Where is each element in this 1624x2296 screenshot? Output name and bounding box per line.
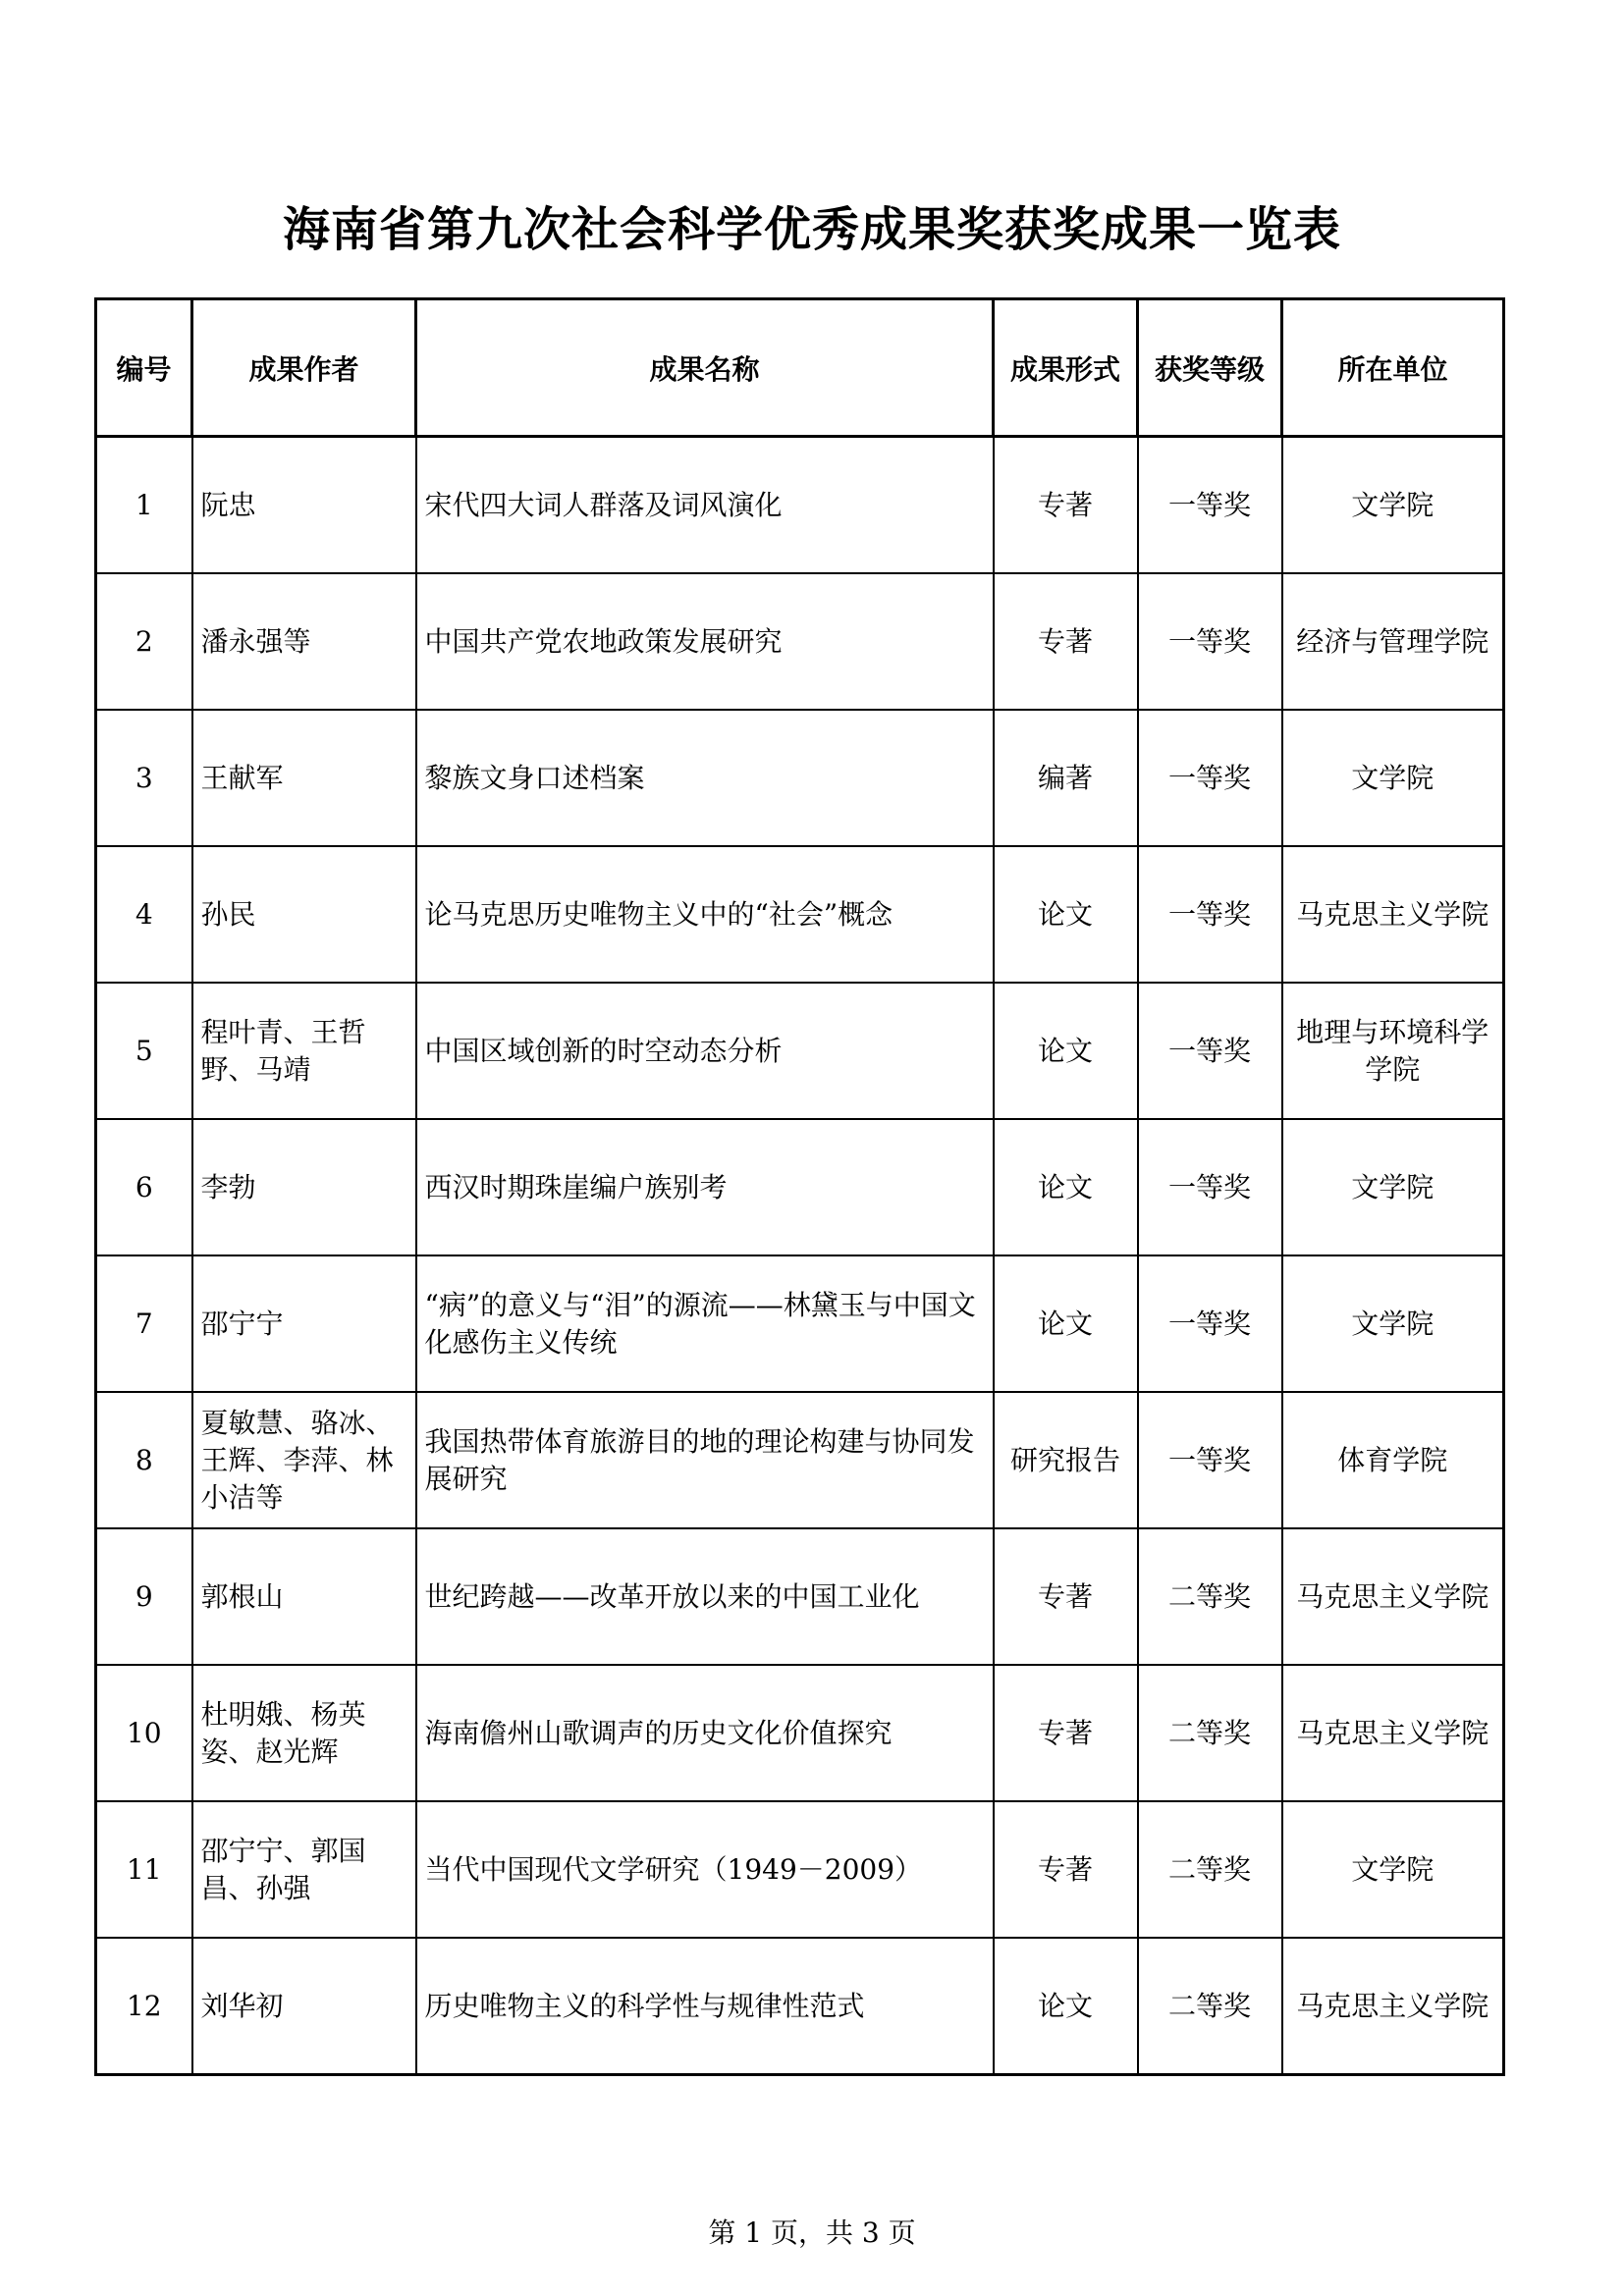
cell-num: 6 [96, 1119, 192, 1255]
header-level: 获奖等级 [1138, 299, 1282, 437]
header-title: 成果名称 [416, 299, 994, 437]
cell-author: 邵宁宁 [192, 1255, 416, 1392]
cell-num: 2 [96, 573, 192, 710]
cell-form: 论文 [994, 1119, 1138, 1255]
table-row [96, 983, 1504, 1119]
cell-num: 9 [96, 1528, 192, 1665]
cell-num: 8 [96, 1392, 192, 1528]
cell-num: 1 [96, 437, 192, 574]
cell-author: 王献军 [192, 710, 416, 846]
cell-unit: 马克思主义学院 [1282, 1528, 1504, 1665]
cell-form: 编著 [994, 710, 1138, 846]
cell-title: 黎族文身口述档案 [416, 710, 994, 846]
cell-author: 邵宁宁、郭国昌、孙强 [192, 1801, 416, 1938]
cell-unit: 文学院 [1282, 710, 1504, 846]
cell-title: 论马克思历史唯物主义中的“社会”概念 [416, 846, 994, 983]
cell-title: 我国热带体育旅游目的地的理论构建与协同发展研究 [416, 1392, 994, 1528]
cell-unit: 体育学院 [1282, 1392, 1504, 1528]
cell-title: 宋代四大词人群落及词风演化 [416, 437, 994, 574]
header-form: 成果形式 [994, 299, 1138, 437]
cell-level: 一等奖 [1138, 710, 1282, 846]
cell-form: 研究报告 [994, 1392, 1138, 1528]
cell-form: 专著 [994, 1801, 1138, 1938]
cell-unit: 经济与管理学院 [1282, 573, 1504, 710]
cell-level: 二等奖 [1138, 1938, 1282, 2075]
cell-form: 论文 [994, 1255, 1138, 1392]
cell-num: 12 [96, 1938, 192, 2075]
cell-title: 中国区域创新的时空动态分析 [416, 983, 994, 1119]
cell-level: 二等奖 [1138, 1801, 1282, 1938]
cell-level: 二等奖 [1138, 1665, 1282, 1801]
cell-num: 10 [96, 1665, 192, 1801]
header-author: 成果作者 [192, 299, 416, 437]
table-row [96, 1392, 1504, 1528]
cell-level: 一等奖 [1138, 1255, 1282, 1392]
cell-unit: 文学院 [1282, 1801, 1504, 1938]
table-row [96, 1801, 1504, 1938]
table-row [96, 1938, 1504, 2075]
cell-author: 刘华初 [192, 1938, 416, 2075]
cell-form: 论文 [994, 1938, 1138, 2075]
cell-author: 杜明娥、杨英姿、赵光辉 [192, 1665, 416, 1801]
cell-level: 一等奖 [1138, 437, 1282, 574]
cell-num: 5 [96, 983, 192, 1119]
header-unit: 所在单位 [1282, 299, 1504, 437]
cell-title: 世纪跨越——改革开放以来的中国工业化 [416, 1528, 994, 1665]
cell-author: 郭根山 [192, 1528, 416, 1665]
table-row [96, 1119, 1504, 1255]
cell-title: “病”的意义与“泪”的源流——林黛玉与中国文化感伤主义传统 [416, 1255, 994, 1392]
cell-author: 孙民 [192, 846, 416, 983]
awards-table [94, 297, 1505, 2076]
cell-form: 论文 [994, 846, 1138, 983]
cell-unit: 马克思主义学院 [1282, 1938, 1504, 2075]
cell-title: 当代中国现代文学研究（1949－2009） [416, 1801, 994, 1938]
table-header-row [96, 299, 1504, 437]
page-title: 海南省第九次社会科学优秀成果奖获奖成果一览表 [282, 202, 1341, 257]
cell-title: 西汉时期珠崖编户族别考 [416, 1119, 994, 1255]
cell-form: 论文 [994, 983, 1138, 1119]
cell-author: 李勃 [192, 1119, 416, 1255]
cell-unit: 文学院 [1282, 1119, 1504, 1255]
cell-level: 一等奖 [1138, 846, 1282, 983]
header-num: 编号 [96, 299, 192, 437]
cell-unit: 文学院 [1282, 1255, 1504, 1392]
table-row [96, 1528, 1504, 1665]
table-row [96, 573, 1504, 710]
table-row [96, 1255, 1504, 1392]
cell-unit: 马克思主义学院 [1282, 846, 1504, 983]
cell-form: 专著 [994, 1665, 1138, 1801]
cell-num: 3 [96, 710, 192, 846]
cell-num: 11 [96, 1801, 192, 1938]
cell-title: 中国共产党农地政策发展研究 [416, 573, 994, 710]
cell-num: 7 [96, 1255, 192, 1392]
cell-level: 一等奖 [1138, 1392, 1282, 1528]
cell-level: 一等奖 [1138, 983, 1282, 1119]
table-row [96, 1665, 1504, 1801]
cell-level: 一等奖 [1138, 573, 1282, 710]
table-row [96, 846, 1504, 983]
page-footer: 第 1 页，共 3 页 [708, 2216, 916, 2249]
table-row [96, 710, 1504, 846]
cell-level: 一等奖 [1138, 1119, 1282, 1255]
cell-author: 阮忠 [192, 437, 416, 574]
cell-unit: 文学院 [1282, 437, 1504, 574]
cell-level: 二等奖 [1138, 1528, 1282, 1665]
cell-num: 4 [96, 846, 192, 983]
cell-form: 专著 [994, 573, 1138, 710]
table-row [96, 437, 1504, 574]
cell-title: 历史唯物主义的科学性与规律性范式 [416, 1938, 994, 2075]
cell-author: 程叶青、王哲野、马靖 [192, 983, 416, 1119]
cell-form: 专著 [994, 1528, 1138, 1665]
cell-unit: 马克思主义学院 [1282, 1665, 1504, 1801]
cell-unit: 地理与环境科学学院 [1282, 983, 1504, 1119]
cell-form: 专著 [994, 437, 1138, 574]
cell-author: 潘永强等 [192, 573, 416, 710]
cell-title: 海南儋州山歌调声的历史文化价值探究 [416, 1665, 994, 1801]
cell-author: 夏敏慧、骆冰、王辉、李萍、林小洁等 [192, 1392, 416, 1528]
